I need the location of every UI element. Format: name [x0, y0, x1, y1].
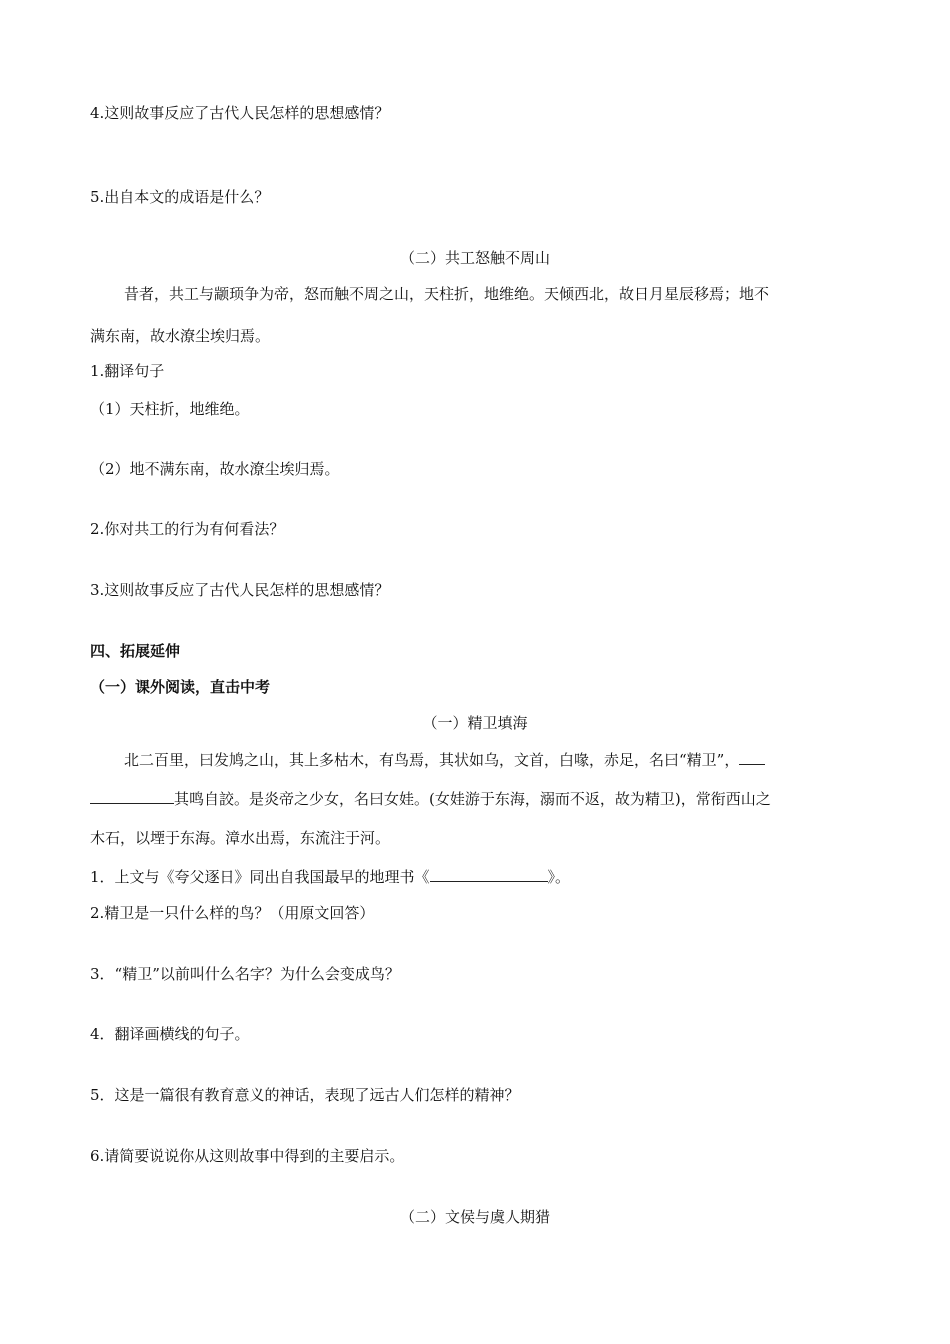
passage-line: 木石，以堙于东海。漳水出焉，东流注于河。 — [90, 829, 391, 847]
passage-title-gonggong: （二）共工怒触不周山 — [399, 249, 550, 267]
question-4: 4．翻译画横线的句子。 — [90, 1025, 250, 1043]
question-4: 4.这则故事反应了古代人民怎样的思想感情？ — [90, 104, 390, 122]
passage-text: 其鸣自詨。是炎帝之少女，名曰女娃。(女娃游于东海，溺而不返，故为精卫)，常衔西山之 — [174, 790, 771, 808]
question-text: 1．上文与《夸父逐日》同出自我国最早的地理书《 — [90, 868, 430, 886]
underline-blank — [739, 750, 765, 765]
passage-line: 昔者，共工与颛顼争为帝，怒而触不周之山，天柱折，地维绝。天倾西北，故日月星辰移焉；地不 — [124, 285, 770, 303]
section-subheading: （一）课外阅读，直击中考 — [90, 678, 271, 696]
passage-text: 北二百里，曰发鸠之山，其上多枯木，有鸟焉，其状如乌，文首，白喙，赤足，名曰“精卫”， — [124, 751, 740, 769]
answer-blank — [430, 867, 548, 882]
passage-title-wenhou: （二）文侯与虞人期猎 — [399, 1208, 550, 1226]
underline-blank — [90, 789, 174, 804]
question-2: 2.你对共工的行为有何看法？ — [90, 520, 285, 538]
question-3: 3.这则故事反应了古代人民怎样的思想感情？ — [90, 581, 390, 599]
question-3: 3．“精卫”以前叫什么名字？为什么会变成鸟？ — [90, 965, 400, 983]
question-1: 1.翻译句子 — [90, 362, 165, 380]
question-5: 5．这是一篇很有教育意义的神话，表现了远古人们怎样的精神？ — [90, 1086, 520, 1104]
question-text: 》。 — [547, 868, 571, 886]
question-2: 2.精卫是一只什么样的鸟？（用原文回答） — [90, 904, 375, 922]
question-6: 6.请简要说说你从这则故事中得到的主要启示。 — [90, 1147, 405, 1165]
passage-line: 满东南，故水潦尘埃归焉。 — [90, 327, 271, 345]
section-heading: 四、拓展延伸 — [90, 642, 181, 660]
question-1-2: （2）地不满东南，故水潦尘埃归焉。 — [90, 460, 340, 478]
question-1 — [90, 867, 570, 887]
question-5: 5.出自本文的成语是什么？ — [90, 188, 270, 206]
passage-line — [90, 789, 771, 809]
question-1-1: （1）天柱折，地维绝。 — [90, 400, 250, 418]
passage-title-jingwei: （一）精卫填海 — [422, 714, 528, 732]
passage-line — [124, 750, 765, 770]
